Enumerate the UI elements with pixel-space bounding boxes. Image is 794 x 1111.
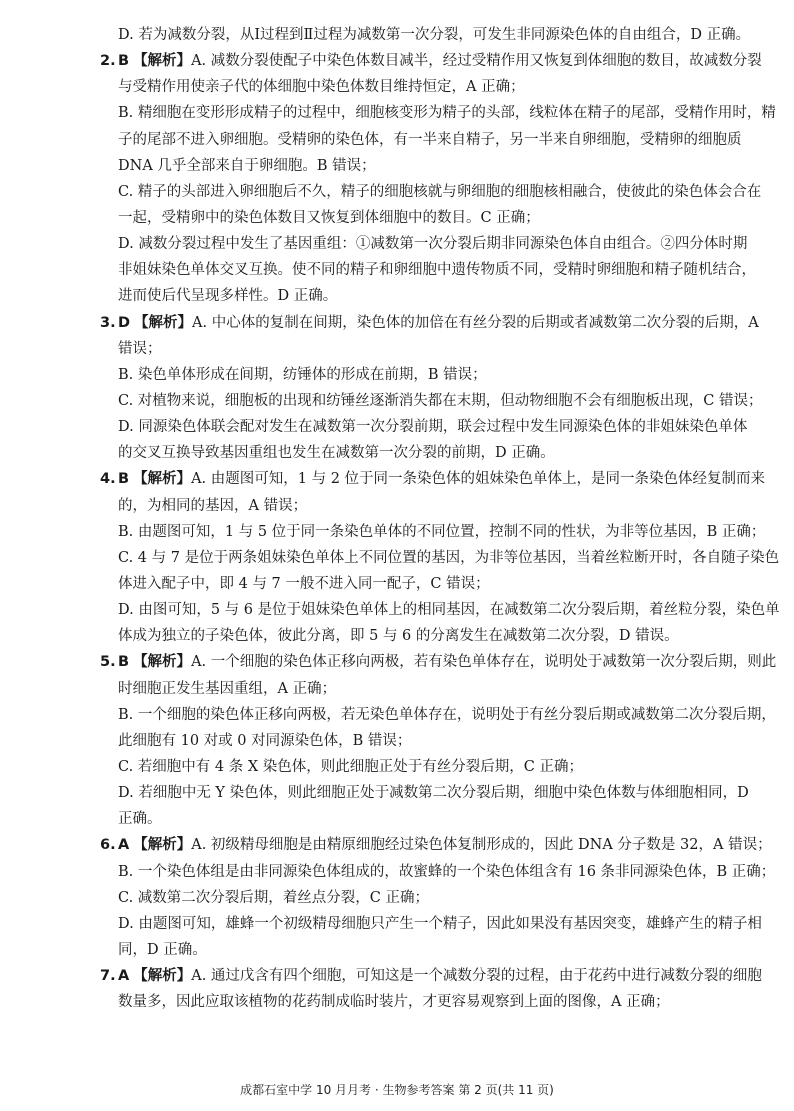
text-line (118, 806, 750, 832)
line-text: A. 由题图可知，1 与 2 位于同一条染色体的姐妹染色单体上，是同一条染色体经复制而来 (191, 471, 766, 488)
text-line (118, 283, 750, 309)
answer-letter: B (118, 471, 130, 488)
line-text: 数量多，因此应取该植物的花药制成临时装片，才更容易观察到上面的图像，A 正确； (118, 994, 670, 1011)
line-text: D. 同源染色体联会配对发生在减数第一次分裂前期，联会过程中发生同源染色体的非姐妹染色单体 (118, 419, 748, 436)
line-text: D. 若细胞中无 Y 染色体，则此细胞正处于减数第二次分裂后期，细胞中染色体数与体细胞相同，D (118, 785, 749, 802)
line-text: 的，为相同的基因，A 错误； (118, 497, 308, 514)
text-line (118, 22, 750, 48)
line-text: 时细胞正发生基因重组，A 正确； (118, 680, 337, 697)
text-line (118, 74, 750, 100)
text-line (118, 754, 750, 780)
line-text: C. 4 与 7 是位于两条姐妹染色单体上不同位置的基因，为非等位基因，当着丝粒断开时，各自随子染色 (118, 549, 780, 566)
answer-letter: B (118, 53, 130, 70)
line-text: B. 由题图可知，1 与 5 位于同一条染色单体的不同位置，控制不同的性状，为非等位基因，B 正确； (118, 523, 766, 540)
line-text: 的交叉互换导致基因重组也发生在减数第一次分裂的前期，D 正确。 (118, 445, 555, 462)
answer-letter: B (118, 654, 130, 671)
line-text: C. 精子的头部进入卵细胞后不久，精子的细胞核就与卵细胞的细胞核相融合，使彼此的染色体会合在 (118, 183, 762, 200)
text-line (118, 728, 750, 754)
text-line (118, 231, 750, 257)
text-line (118, 571, 750, 597)
line-text: C. 对植物来说，细胞板的出现和纺锤丝逐渐消失都在末期，但动物细胞不会有细胞板出现，C 错误； (118, 392, 763, 409)
text-line (118, 937, 750, 963)
answer-content (100, 22, 780, 1015)
line-text: DNA 几乎全部来自于卵细胞。B 错误； (118, 157, 376, 174)
text-line (118, 100, 776, 126)
question-number: 2. (100, 53, 116, 70)
line-text: A. 一个细胞的染色体正移向两极，若有染色单体存在，说明处于减数第一次分裂后期，则此 (191, 654, 777, 671)
text-line (118, 127, 750, 153)
text-line (118, 989, 750, 1015)
line-text: D. 由题图可知，雄蜂一个初级精母细胞只产生一个精子，因此如果没有基因突变，雄蜂产生的精子相 (118, 915, 762, 932)
line-text: 进而使后代呈现多样性。D 正确。 (118, 288, 338, 305)
line-text: 错误； (118, 340, 162, 357)
line-text: B. 一个染色体组是由非同源染色体组成的，故蜜蜂的一个染色体组含有 16 条非同源染色体，B 正确； (118, 863, 776, 880)
question-line (100, 466, 766, 492)
line-text: 正确。 (118, 811, 162, 828)
analysis-tag: 【解析】 (134, 313, 193, 331)
line-text: A. 通过戊含有四个细胞，可知这是一个减数分裂的过程，由于花药中进行减数分裂的细胞 (191, 968, 762, 985)
answer-letter: A (118, 968, 130, 985)
question-line (100, 649, 777, 675)
line-text: A. 初级精母细胞是由精原细胞经过染色体复制形成的，因此 DNA 分子数是 32，A 错误； (191, 837, 772, 854)
line-text: B. 一个细胞的染色体正移向两极，若无染色单体存在，说明处于有丝分裂后期或减数第二次分裂后期， (118, 706, 776, 723)
line-text: D. 减数分裂过程中发生了基因重组：①减数第一次分裂后期非同源染色体自由组合。②四分体时期 (118, 236, 748, 253)
text-line (118, 702, 776, 728)
answer-letter: A (118, 837, 130, 854)
text-line (118, 545, 780, 571)
line-text: C. 减数第二次分裂后期，着丝点分裂，C 正确； (118, 889, 429, 906)
line-text: 体进入配子中，即 4 与 7 一般不进入同一配子，C 错误； (118, 575, 490, 592)
question-line (100, 963, 762, 989)
analysis-tag: 【解析】 (133, 653, 192, 671)
question-number: 4. (100, 471, 116, 488)
text-line (118, 676, 750, 702)
line-text: 与受精作用使亲子代的体细胞中染色体数目维持恒定，A 正确； (118, 79, 525, 96)
question-number: 7. (100, 968, 116, 985)
question-line (100, 48, 762, 74)
question-line (100, 310, 759, 336)
line-text: 此细胞有 10 对或 0 对同源染色体，B 错误； (118, 732, 412, 749)
question-number: 3. (100, 314, 116, 331)
question-line (100, 832, 772, 858)
question-number: 5. (100, 654, 116, 671)
text-line (118, 440, 750, 466)
text-line (118, 885, 750, 911)
line-text: A. 中心体的复制在间期，染色体的加倍在有丝分裂的后期或者减数第二次分裂的后期，A (192, 314, 759, 331)
line-text: C. 若细胞中有 4 条 X 染色体，则此细胞正处于有丝分裂后期，C 正确； (118, 758, 583, 775)
text-line (118, 414, 750, 440)
text-line (118, 493, 750, 519)
line-text: D. 由图可知，5 与 6 是位于姐妹染色单体上的相同基因，在减数第二次分裂后期，着丝粒分裂，染色单 (118, 602, 780, 619)
text-line (118, 153, 750, 179)
text-line (118, 780, 750, 806)
analysis-tag: 【解析】 (133, 52, 192, 70)
text-line (118, 911, 762, 937)
text-line (118, 205, 750, 231)
answer-letter: D (118, 314, 131, 331)
text-line (118, 179, 762, 205)
question-number: 6. (100, 837, 116, 854)
text-line (118, 362, 750, 388)
text-line (118, 257, 756, 283)
line-text: 体成为独立的子染色体，彼此分离，即 5 与 6 的分离发生在减数第二次分裂，D 错误。 (118, 628, 679, 645)
line-text: A. 减数分裂使配子中染色体数目减半，经过受精作用又恢复到体细胞的数目，故减数分裂 (191, 53, 762, 70)
text-line (118, 388, 763, 414)
page-footer: 成都石室中学 10 月月考 · 生物参考答案 第 2 页(共 11 页) (240, 1083, 554, 1097)
analysis-tag: 【解析】 (133, 470, 192, 488)
line-text: 子的尾部不进入卵细胞。受精卵的染色体，有一半来自精子，另一半来自卵细胞，受精卵的细胞质 (118, 131, 742, 148)
analysis-tag: 【解析】 (133, 836, 192, 854)
line-text: B. 染色单体形成在间期，纺锤体的形成在前期，B 错误； (118, 366, 487, 383)
text-line (118, 623, 750, 649)
line-text: B. 精细胞在变形形成精子的过程中，细胞核变形为精子的头部，线粒体在精子的尾部，受精作用时，精 (118, 105, 776, 122)
text-line (118, 336, 750, 362)
text-line (118, 519, 766, 545)
line-text: D. 若为减数分裂，从Ⅰ过程到Ⅱ过程为减数第一次分裂，可发生非同源染色体的自由组合，D 正确。 (118, 27, 751, 43)
analysis-tag: 【解析】 (133, 967, 192, 985)
line-text: 一起，受精卵中的染色体数目又恢复到体细胞中的数目。C 正确； (118, 209, 540, 226)
text-line (118, 597, 780, 623)
line-text: 同，D 正确。 (118, 941, 207, 958)
line-text: 非姐妹染色单体交叉互换。使不同的精子和卵细胞中遗传物质不同，受精时卵细胞和精子随机结合， (118, 262, 756, 279)
text-line (118, 859, 776, 885)
